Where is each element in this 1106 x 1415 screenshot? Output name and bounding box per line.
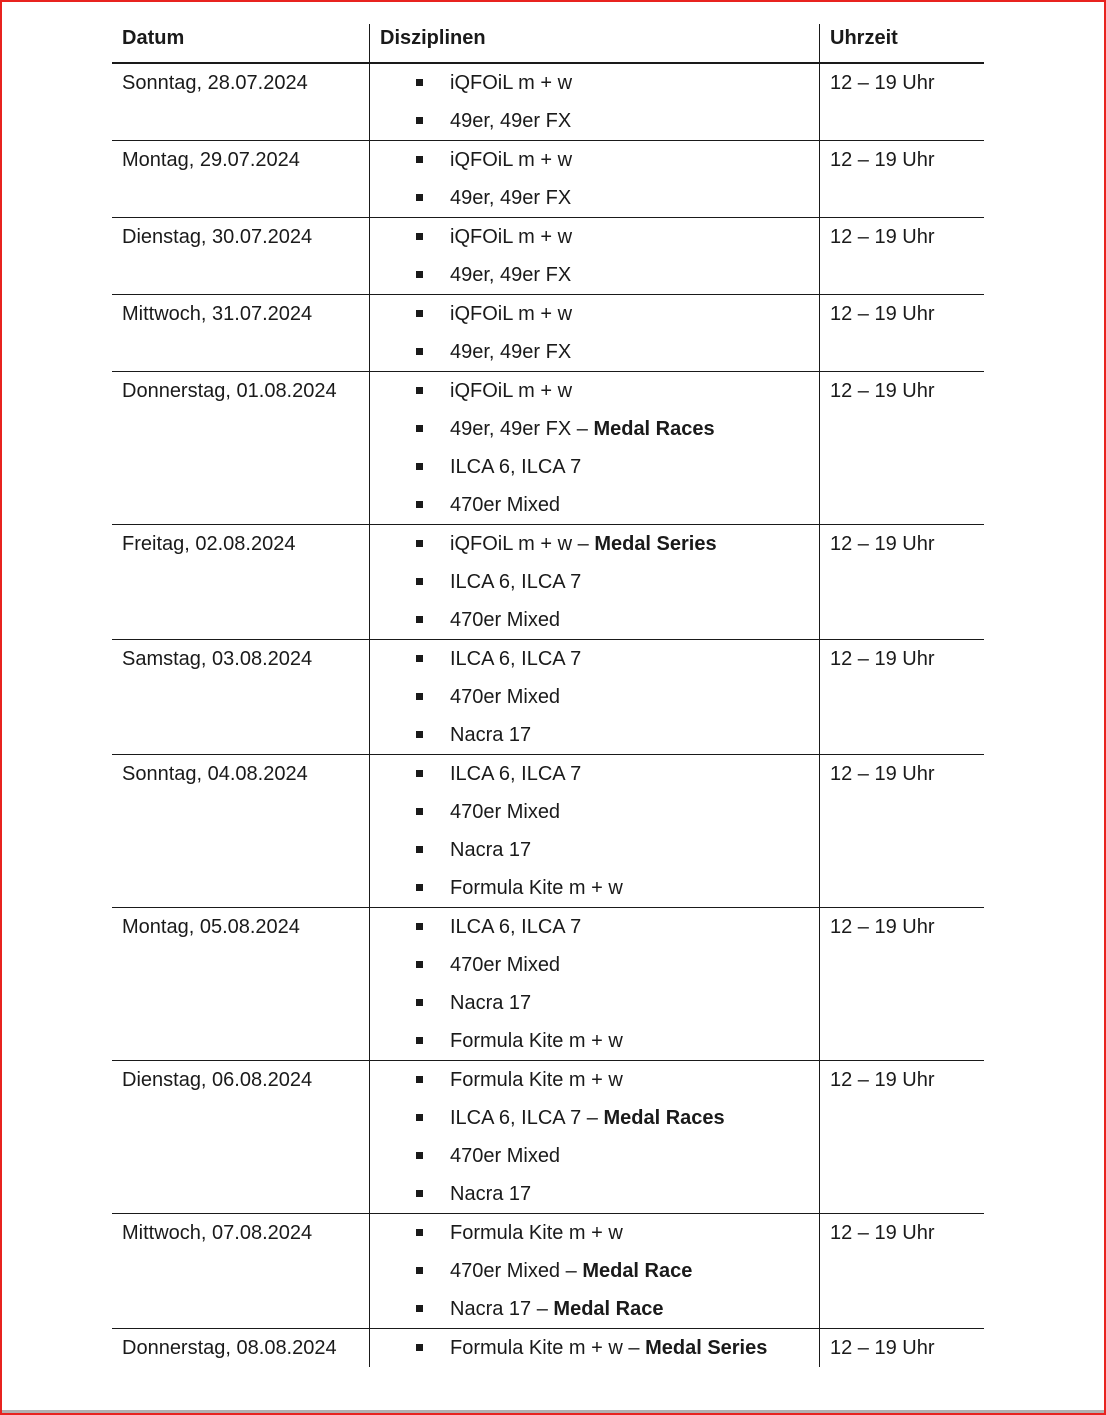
discipline-item	[370, 908, 819, 946]
bullet-icon	[416, 463, 423, 470]
discipline-item	[370, 486, 819, 524]
discipline-list	[370, 141, 819, 217]
disciplines-cell	[370, 295, 820, 371]
bullet-icon	[416, 923, 423, 930]
discipline-text: Nacra 17	[450, 992, 532, 1014]
medal-label: Medal Races	[593, 418, 715, 440]
table-row	[112, 1329, 984, 1367]
discipline-text: ILCA 6, ILCA 7	[450, 456, 582, 478]
header-disciplines	[370, 24, 820, 62]
discipline-item	[370, 1252, 819, 1290]
bullet-icon	[416, 616, 423, 623]
discipline-item	[370, 410, 819, 448]
discipline-text: Formula Kite m + w	[450, 1222, 623, 1244]
disciplines-cell	[370, 755, 820, 907]
bullet-icon	[416, 1190, 423, 1197]
time-cell: 12 – 19 Uhr	[830, 648, 935, 670]
discipline-item	[370, 716, 819, 754]
discipline-item	[370, 1099, 819, 1137]
discipline-text: Formula Kite m + w	[450, 1030, 623, 1052]
discipline-text: 49er, 49er FX	[450, 418, 572, 440]
discipline-text: 470er Mixed	[450, 609, 561, 631]
table-row	[112, 218, 984, 295]
bullet-icon	[416, 233, 423, 240]
discipline-list	[370, 908, 819, 1060]
bullet-icon	[416, 693, 423, 700]
bullet-icon	[416, 1344, 423, 1351]
discipline-item	[370, 1290, 819, 1328]
discipline-item	[370, 64, 819, 102]
discipline-text: Nacra 17	[450, 724, 532, 746]
time-cell: 12 – 19 Uhr	[830, 72, 935, 94]
discipline-text: ILCA 6, ILCA 7	[450, 1107, 582, 1129]
disciplines-cell	[370, 640, 820, 754]
bullet-icon	[416, 1229, 423, 1236]
discipline-item	[370, 601, 819, 639]
bullet-icon	[416, 1152, 423, 1159]
bullet-icon	[416, 1267, 423, 1274]
medal-label: Medal Series	[645, 1337, 768, 1359]
discipline-text: Formula Kite m + w	[450, 1337, 623, 1359]
bullet-icon	[416, 387, 423, 394]
bullet-icon	[416, 271, 423, 278]
discipline-text: ILCA 6, ILCA 7	[450, 916, 582, 938]
disciplines-cell	[370, 1214, 820, 1328]
discipline-text: Formula Kite m + w	[450, 1069, 623, 1091]
table-row	[112, 525, 984, 640]
discipline-text: 49er, 49er FX	[450, 341, 572, 363]
time-cell: 12 – 19 Uhr	[830, 303, 935, 325]
table-body	[112, 64, 984, 1367]
header-disciplines-label: Disziplinen	[380, 27, 486, 49]
time-cell: 12 – 19 Uhr	[830, 380, 935, 402]
discipline-text: 470er Mixed	[450, 801, 561, 823]
table-row	[112, 1061, 984, 1214]
discipline-text: 470er Mixed	[450, 1260, 561, 1282]
discipline-item	[370, 1137, 819, 1175]
discipline-text: ILCA 6, ILCA 7	[450, 648, 582, 670]
date-cell: Donnerstag, 08.08.2024	[112, 1329, 370, 1367]
time-cell: 12 – 19 Uhr	[830, 763, 935, 785]
time-cell: 12 – 19 Uhr	[830, 1069, 935, 1091]
discipline-separator: –	[572, 533, 595, 555]
discipline-item	[370, 295, 819, 333]
discipline-list	[370, 755, 819, 907]
bullet-icon	[416, 655, 423, 662]
date-cell: Montag, 29.07.2024	[112, 141, 370, 217]
time-cell: 12 – 19 Uhr	[830, 1337, 935, 1359]
time-cell: 12 – 19 Uhr	[830, 533, 935, 555]
discipline-item	[370, 793, 819, 831]
discipline-item	[370, 256, 819, 294]
disciplines-cell	[370, 1329, 820, 1367]
disciplines-cell	[370, 141, 820, 217]
discipline-item	[370, 1061, 819, 1099]
discipline-text: 470er Mixed	[450, 494, 561, 516]
discipline-list	[370, 640, 819, 754]
bullet-icon	[416, 770, 423, 777]
time-cell: 12 – 19 Uhr	[830, 1222, 935, 1244]
discipline-text: Nacra 17	[450, 1298, 532, 1320]
discipline-item	[370, 563, 819, 601]
discipline-item	[370, 640, 819, 678]
discipline-separator: –	[560, 1260, 583, 1282]
discipline-text: Formula Kite m + w	[450, 877, 623, 899]
schedule-table	[112, 24, 984, 1367]
disciplines-cell	[370, 525, 820, 639]
discipline-text: Nacra 17	[450, 1183, 532, 1205]
discipline-separator: –	[531, 1298, 554, 1320]
bullet-icon	[416, 578, 423, 585]
disciplines-cell	[370, 908, 820, 1060]
discipline-item	[370, 141, 819, 179]
discipline-text: iQFOiL m + w	[450, 72, 573, 94]
date-cell: Dienstag, 06.08.2024	[112, 1061, 370, 1213]
discipline-text: 470er Mixed	[450, 1145, 561, 1167]
table-row	[112, 908, 984, 1061]
discipline-item	[370, 946, 819, 984]
discipline-list	[370, 1214, 819, 1328]
bullet-icon	[416, 194, 423, 201]
bullet-icon	[416, 79, 423, 86]
discipline-separator: –	[571, 418, 594, 440]
medal-label: Medal Races	[603, 1107, 725, 1129]
discipline-item	[370, 678, 819, 716]
bullet-icon	[416, 1305, 423, 1312]
disciplines-cell	[370, 218, 820, 294]
discipline-item	[370, 1214, 819, 1252]
bullet-icon	[416, 731, 423, 738]
medal-label: Medal Race	[582, 1260, 693, 1282]
date-cell: Freitag, 02.08.2024	[112, 525, 370, 639]
bullet-icon	[416, 425, 423, 432]
bullet-icon	[416, 1114, 423, 1121]
discipline-text: Nacra 17	[450, 839, 532, 861]
table-row	[112, 295, 984, 372]
discipline-item	[370, 984, 819, 1022]
discipline-text: iQFOiL m + w	[450, 380, 573, 402]
date-cell: Samstag, 03.08.2024	[112, 640, 370, 754]
bullet-icon	[416, 117, 423, 124]
date-cell: Sonntag, 28.07.2024	[112, 64, 370, 140]
discipline-item	[370, 831, 819, 869]
medal-label: Medal Series	[594, 533, 717, 555]
table-row	[112, 755, 984, 908]
discipline-list	[370, 218, 819, 294]
table-row	[112, 141, 984, 218]
discipline-text: iQFOiL m + w	[450, 533, 573, 555]
discipline-item	[370, 179, 819, 217]
discipline-list	[370, 64, 819, 140]
discipline-list	[370, 372, 819, 524]
time-cell: 12 – 19 Uhr	[830, 226, 935, 248]
discipline-text: 470er Mixed	[450, 954, 561, 976]
bullet-icon	[416, 884, 423, 891]
discipline-list	[370, 295, 819, 371]
discipline-list	[370, 1329, 819, 1367]
discipline-text: 470er Mixed	[450, 686, 561, 708]
discipline-text: 49er, 49er FX	[450, 110, 572, 132]
discipline-separator: –	[622, 1337, 646, 1359]
bullet-icon	[416, 501, 423, 508]
discipline-item	[370, 333, 819, 371]
date-cell: Montag, 05.08.2024	[112, 908, 370, 1060]
time-cell: 12 – 19 Uhr	[830, 916, 935, 938]
header-date: Datum	[112, 24, 370, 62]
discipline-text: ILCA 6, ILCA 7	[450, 763, 582, 785]
bullet-icon	[416, 999, 423, 1006]
discipline-separator: –	[581, 1107, 604, 1129]
bullet-icon	[416, 808, 423, 815]
discipline-text: ILCA 6, ILCA 7	[450, 571, 582, 593]
discipline-item	[370, 218, 819, 256]
bullet-icon	[416, 1037, 423, 1044]
date-cell: Mittwoch, 31.07.2024	[112, 295, 370, 371]
medal-label: Medal Race	[553, 1298, 664, 1320]
date-cell: Dienstag, 30.07.2024	[112, 218, 370, 294]
table-row	[112, 372, 984, 525]
bullet-icon	[416, 1076, 423, 1083]
date-cell: Donnerstag, 01.08.2024	[112, 372, 370, 524]
header-time: Uhrzeit	[830, 27, 898, 49]
discipline-item	[370, 755, 819, 793]
discipline-text: 49er, 49er FX	[450, 264, 572, 286]
discipline-item	[370, 869, 819, 907]
bullet-icon	[416, 846, 423, 853]
discipline-text: 49er, 49er FX	[450, 187, 572, 209]
time-cell: 12 – 19 Uhr	[830, 149, 935, 171]
table-row	[112, 64, 984, 141]
discipline-item	[370, 1329, 819, 1367]
date-cell: Mittwoch, 07.08.2024	[112, 1214, 370, 1328]
bullet-icon	[416, 540, 423, 547]
discipline-item	[370, 102, 819, 140]
table-header	[112, 24, 984, 64]
discipline-list	[370, 1061, 819, 1213]
date-cell: Sonntag, 04.08.2024	[112, 755, 370, 907]
disciplines-cell	[370, 1061, 820, 1213]
discipline-item	[370, 448, 819, 486]
disciplines-cell	[370, 372, 820, 524]
discipline-list	[370, 525, 819, 639]
discipline-item	[370, 1022, 819, 1060]
discipline-text: iQFOiL m + w	[450, 226, 573, 248]
discipline-text: iQFOiL m + w	[450, 303, 573, 325]
disciplines-cell	[370, 64, 820, 140]
bullet-icon	[416, 310, 423, 317]
discipline-item	[370, 525, 819, 563]
table-row	[112, 1214, 984, 1329]
bullet-icon	[416, 961, 423, 968]
bullet-icon	[416, 348, 423, 355]
discipline-item	[370, 1175, 819, 1213]
table-row	[112, 640, 984, 755]
discipline-text: iQFOiL m + w	[450, 149, 573, 171]
discipline-item	[370, 372, 819, 410]
bullet-icon	[416, 156, 423, 163]
